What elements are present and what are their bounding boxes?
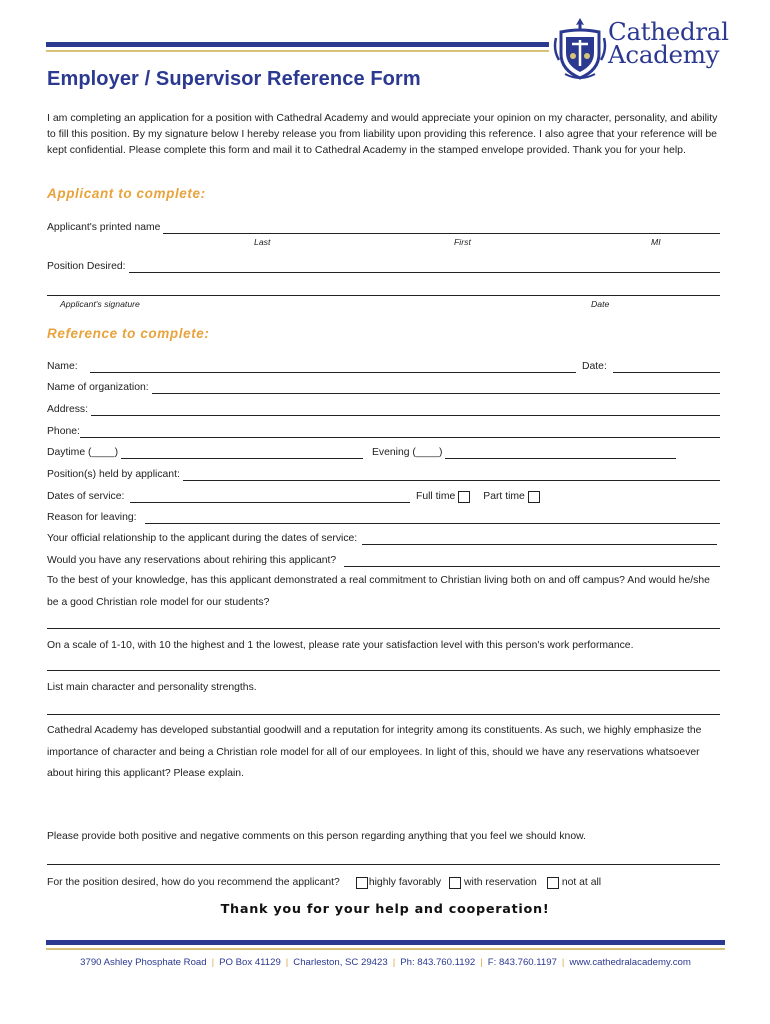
strengths-answer-line[interactable]	[47, 714, 720, 715]
christian-living-question: To the best of your knowledge, has this applicant demonstrated a real commitment to Christian living both on and off campus? And would he/she be a good Christian role model for our students?	[47, 575, 710, 608]
phone-row	[47, 422, 720, 438]
positions-held-label: Position(s) held by applicant:	[47, 469, 180, 480]
address-label: Address:	[47, 404, 89, 415]
recommend-row	[47, 873, 720, 889]
address-row	[47, 400, 720, 416]
not-at-all-checkbox[interactable]	[547, 877, 559, 889]
reason-leaving-row	[47, 508, 720, 524]
reason-leaving-field[interactable]	[145, 513, 720, 524]
evening-label: Evening (____)	[372, 447, 443, 458]
comments-question: Please provide both positive and negative comments on this person regarding anything that you feel we should know.	[47, 831, 586, 842]
relationship-label: Your official relationship to the applicant during the dates of service:	[47, 533, 358, 544]
footer-city: Charleston, SC 29423	[293, 957, 388, 968]
positions-held-field[interactable]	[183, 470, 720, 481]
applicant-name-row	[47, 218, 720, 234]
not-at-all-label: not at all	[561, 877, 602, 888]
phone-label: Phone:	[47, 426, 80, 437]
organization-row	[47, 378, 720, 394]
dates-service-label: Dates of service:	[47, 491, 125, 502]
reference-section-heading: Reference to complete:	[47, 326, 210, 341]
organization-label: Name of organization:	[47, 382, 149, 393]
strengths-question: List main character and personality strengths.	[47, 682, 257, 693]
performance-answer-line[interactable]	[47, 670, 720, 671]
logo-wordmark	[608, 17, 729, 69]
applicant-signature-field[interactable]	[47, 295, 720, 296]
daytime-phone-row	[47, 443, 363, 459]
reference-date-field[interactable]	[613, 362, 720, 373]
part-time-checkbox[interactable]	[528, 491, 540, 503]
position-desired-label: Position Desired:	[47, 261, 126, 272]
comments-answer-line[interactable]	[47, 864, 720, 865]
signature-caption: Applicant's signature	[60, 299, 140, 309]
evening-phone-row	[372, 443, 676, 459]
rehire-field[interactable]	[344, 556, 720, 567]
cathedral-academy-logo	[553, 14, 728, 82]
employment-type-row	[416, 487, 576, 503]
christian-living-answer-line[interactable]	[47, 628, 720, 629]
applicant-section-heading: Applicant to complete:	[47, 186, 206, 201]
footer-rule-navy	[46, 940, 725, 945]
rehire-label: Would you have any reservations about rehiring this applicant?	[47, 555, 337, 566]
logo-line-1: Cathedral	[608, 17, 729, 46]
signature-date-caption: Date	[591, 299, 610, 309]
relationship-field[interactable]	[362, 534, 717, 545]
footer-separator: |	[480, 957, 483, 968]
part-time-label: Part time	[483, 491, 525, 502]
highly-favorably-checkbox[interactable]	[356, 877, 368, 889]
position-desired-row	[47, 257, 720, 273]
footer-contact	[46, 957, 725, 968]
recommend-label: For the position desired, how do you recommend the applicant?	[47, 877, 340, 888]
header-rule-gold	[46, 50, 549, 52]
footer-phone: Ph: 843.760.1192	[400, 957, 476, 968]
last-name-caption: Last	[254, 237, 271, 247]
reference-name-field[interactable]	[90, 362, 576, 373]
position-desired-field[interactable]	[129, 262, 720, 273]
page-title: Employer / Supervisor Reference Form	[47, 68, 421, 90]
performance-scale-question: On a scale of 1-10, with 10 the highest and 1 the lowest, please rate your satisfaction level with this person's work performance.	[47, 640, 634, 651]
reference-name-row	[47, 357, 576, 373]
crest-icon	[553, 16, 607, 80]
logo-line-2: Academy	[608, 40, 720, 69]
footer-rule-gold	[46, 948, 725, 950]
first-name-caption: First	[454, 237, 471, 247]
footer-separator: |	[392, 957, 396, 968]
thank-you-message: Thank you for your help and cooperation!	[220, 902, 550, 917]
reference-date-row	[582, 357, 720, 373]
reference-name-label: Name:	[47, 361, 78, 372]
footer-separator: |	[285, 957, 289, 968]
full-time-checkbox[interactable]	[458, 491, 470, 503]
header-rule-navy	[46, 42, 549, 47]
intro-paragraph: I am completing an application for a position with Cathedral Academy and would appreciate your opinion on my character, personality, and ability to fill this position. By my signature below I hereby release you from liability upon providing this reference. I also agree that your reference will be kept confidential. Please complete this form and mail it to Cathedral Academy in the stamped envelope provided. Thank you for your help.	[47, 112, 718, 157]
middle-initial-caption: MI	[651, 237, 661, 247]
reason-leaving-label: Reason for leaving:	[47, 512, 137, 523]
with-reservation-checkbox[interactable]	[449, 877, 461, 889]
highly-favorably-label: highly favorably	[368, 877, 442, 888]
reference-date-label: Date:	[582, 361, 607, 372]
positions-held-row	[47, 465, 720, 481]
address-field[interactable]	[91, 405, 720, 416]
footer-address: 3790 Ashley Phosphate Road	[80, 957, 207, 968]
footer-po-box: PO Box 41129	[219, 957, 281, 968]
phone-field[interactable]	[80, 427, 720, 438]
dates-service-field[interactable]	[130, 492, 410, 503]
dates-service-row	[47, 487, 410, 503]
with-reservation-label: with reservation	[464, 877, 537, 888]
relationship-row	[47, 529, 717, 545]
applicant-name-label: Applicant's printed name	[47, 222, 161, 233]
footer-separator: |	[211, 957, 215, 968]
organization-field[interactable]	[152, 383, 720, 394]
daytime-label: Daytime (____)	[47, 447, 119, 458]
daytime-phone-field[interactable]	[121, 448, 363, 459]
goodwill-question: Cathedral Academy has developed substantial goodwill and a reputation for integrity among its constituents. As such, we highly emphasize the importance of character and being a Christian role model for all of our employees. In light of this, should we have any reservations whatsoever about hiring this applicant? Please explain.	[47, 725, 702, 779]
footer-website-link[interactable]: www.cathedralacademy.com	[569, 957, 691, 968]
rehire-row	[47, 551, 720, 567]
full-time-label: Full time	[416, 491, 456, 502]
footer-separator: |	[561, 957, 565, 968]
evening-phone-field[interactable]	[445, 448, 676, 459]
applicant-name-field[interactable]	[163, 223, 720, 234]
footer-fax: F: 843.760.1197	[487, 957, 557, 968]
